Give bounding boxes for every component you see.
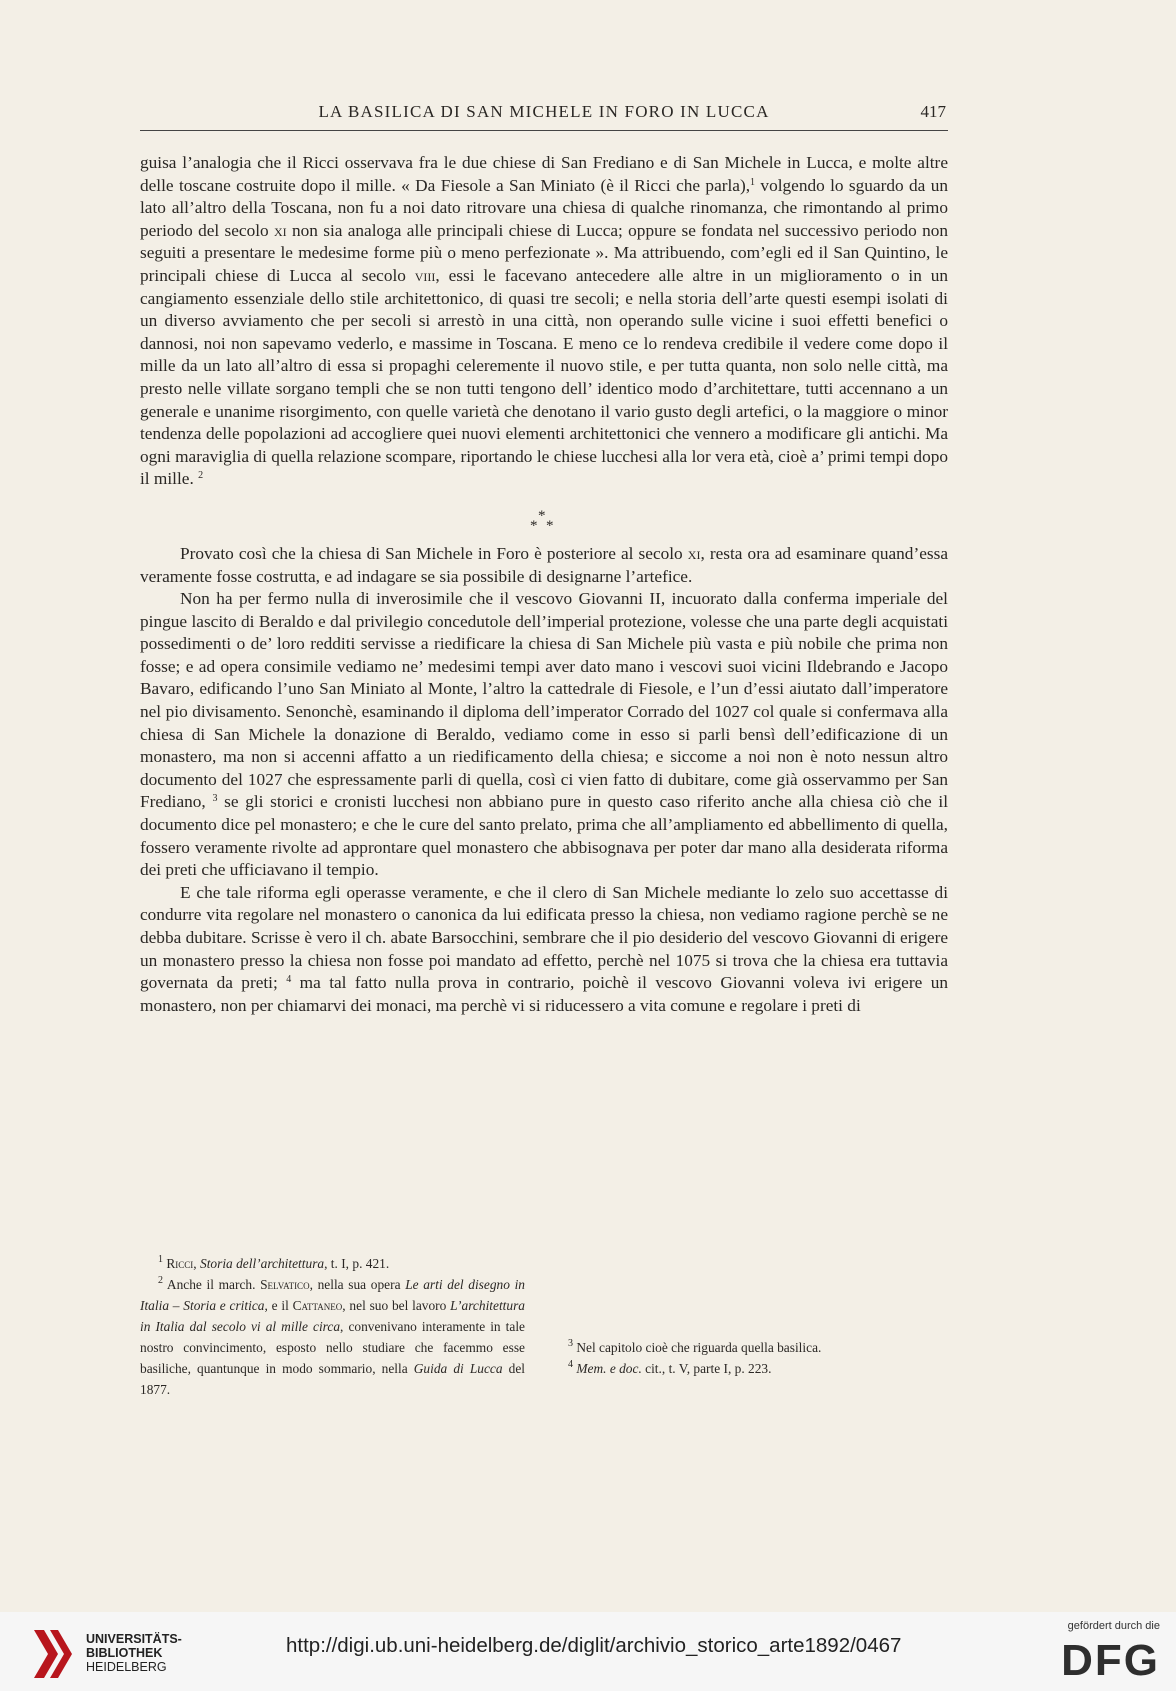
paragraph: Provato così che la chiesa di San Michele in Foro è posteriore al secolo xi, resta ora ad esaminare quand’essa veramente fosse costrutta, e ad indagare se sia possibile di designarne l’artefice. bbox=[140, 543, 948, 586]
footnote-2: $^2$ Anche il march. Selvatico, nella sua opera Le arti del disegno in Italia – Storia e critica, e il Cattaneo, nel suo bel lavoro L’architettura in Italia dal secolo vi al mille circa, convenivano interamente in tale nostro convincimento, esposto nello studiare che facemmo esse basiliche, quantunque in modo sommario, nella Guida di Lucca del 1877. bbox=[140, 1275, 525, 1397]
footnote-ref[interactable]: 1 bbox=[750, 176, 756, 188]
main-text bbox=[140, 152, 948, 1017]
permalink-url[interactable]: http://digi.ub.uni-heidelberg.de/diglit/archivio_storico_arte1892/0467 bbox=[286, 1634, 902, 1657]
header-rule bbox=[140, 130, 948, 131]
library-name: UNIVERSITÄTS- BIBLIOTHEK HEIDELBERG bbox=[86, 1632, 182, 1674]
paragraph: E che tale riforma egli operasse veramente, e che il clero di San Michele mediante lo zelo suo accettasse di condurre vita regolare nel monastero o canonica da lui edificata presso la chiesa, non vediamo ragione perchè se ne debba dubitare. Scrisse è vero il ch. abate Barsocchini, sembrare che il pio desiderio del vescovo Giovanni di erigere un monastero presso la chiesa non fosse poi mandato ad effetto, perchè nel 1075 si trova che la chiesa era tuttavia governata da preti; $^4$ ma tal fatto nulla prova in contrario, poichè il vescovo Giovanni voleva ivi erigere un monastero, non per chiamarvi dei monaci, ma perchè vi si riducessero a vita comune e regolare i preti di bbox=[140, 882, 948, 1015]
footnote-ref[interactable]: 2 bbox=[198, 470, 204, 482]
paragraph: guisa l’analogia che il Ricci osservava fra le due chiese di San Frediano e di San Michele in Lucca, e molte altre delle toscane costruite dopo il mille. « Da Fiesole a San Miniato (è il Ricci che parla),$^1$ volgendo lo sguardo da un lato all’altro della Toscana, non fu a noi dato ritrovare una chiesa di qualche rinomanza, che rimontando al primo periodo del secolo xi non sia analoga alle principali chiese di Lucca; oppure se fondata nel successivo periodo non seguiti a presentare le medesime forme più o meno perfezionate ». Ma attribuendo, com’egli ed il San Quintino, le principali chiese di Lucca al secolo viii, essi le facevano antecedere alle altre in un miglioramento o in un cangiamento essenziale dello stile architettonico, di quasi tre secoli; e nella storia dell’arte questi esempi isolati di un diverso avviamento che per secoli si arrestò in una città, non operando sulle vicine i suoi effetti benefici o dannosi, noi non sapevamo vederlo, e massime in Toscana. E meno ce lo rendeva credibile il vedere come dopo il mille da un lato all’altro di essa si propaghi celeremente il nuovo stile, e per tutta quanta, non solo nelle città, ma presto nelle villate sorgano templi che se non tutti tengono dell’ identico modo d’architettare, tutti accennano a un generale e unanime risorgimento, con quelle varietà che denotano il vario gusto degli artefici, o la maggiore o minor tendenza delle popolazioni ad accogliere quei nuovi elementi architettonici che vennero a modificare gli antichi. Ma ogni maraviglia di quella relazione scompare, riportando le chiese lucchesi alla lor vera età, cioè a’ primi tempi dopo il mille. $^2$ bbox=[140, 153, 949, 489]
footnotes-right-column bbox=[550, 1337, 935, 1379]
footnotes-left-column bbox=[140, 1253, 525, 1400]
running-header bbox=[140, 102, 948, 132]
library-emblem-icon bbox=[30, 1626, 82, 1682]
university-library-logo[interactable] bbox=[30, 1626, 190, 1682]
footnote-ref[interactable]: 3 bbox=[212, 793, 218, 805]
footnote-4: $^4$ Mem. e doc. cit., t. V, parte I, p. 223. bbox=[568, 1359, 772, 1376]
footnote-3: $^3$ Nel capitolo cioè che riguarda quella basilica. bbox=[568, 1338, 822, 1355]
section-separator: * * * bbox=[530, 507, 554, 534]
digitization-footer bbox=[0, 1612, 1176, 1691]
dfg-logo[interactable]: DFG bbox=[1061, 1636, 1160, 1685]
footnote-ref[interactable]: 4 bbox=[286, 974, 292, 986]
funded-by-label: gefördert durch die bbox=[1067, 1620, 1160, 1632]
running-title: LA BASILICA DI SAN MICHELE IN FORO IN LUCCA bbox=[318, 102, 770, 121]
page-number: 417 bbox=[920, 102, 946, 121]
paragraph: Non ha per fermo nulla di inverosimile che il vescovo Giovanni II, incuorato dalla conferma imperiale del pingue lascito di Beraldo e dal privilegio concedutole dell’imperial protezione, volesse che una parte degli acquistati possedimenti o de’ loro redditi servisse a riedificare la chiesa di San Michele più vasta e più nobile che prima non fosse; e ad opera consimile vediamo ne’ medesimi tempi aver dato mano i vescovi suoi vicini Ildebrando e Jacopo Bavaro, edificando l’uno San Miniato al Monte, l’altro la cattedrale di Fiesole, e l’un d’essi aiutato dall’imperatore nel pio divisamento. Senonchè, esaminando il diploma dell’imperator Corrado del 1027 col quale si confermava alla chiesa di San Michele la donazione di Beraldo, vediamo come in esso si parli bensì dell’edificazione di un monastero, ma non si accenni affatto a un riedificamento della chiesa; e siccome a noi non è noto nessun altro documento del 1027 che espressamente parli di quella, così ci vien fatto di dubitare, come già osservammo per San Frediano, $^3$ se gli storici e cronisti lucchesi non abbiano pure in questo caso riferito anche alla chiesa ciò che il documento dice pel monastero; e che le cure del santo prelato, prima che all’ampliamento ed abbellimento di quella, fossero veramente rivolte ad approntare quel monastero che abbisognava per poter dar mano alla desiderata riforma dei preti che ufficiavano il tempio. bbox=[140, 589, 948, 880]
footnote-1: $^1$ Ricci, Storia dell’architettura, t. I, p. 421. bbox=[158, 1254, 390, 1271]
